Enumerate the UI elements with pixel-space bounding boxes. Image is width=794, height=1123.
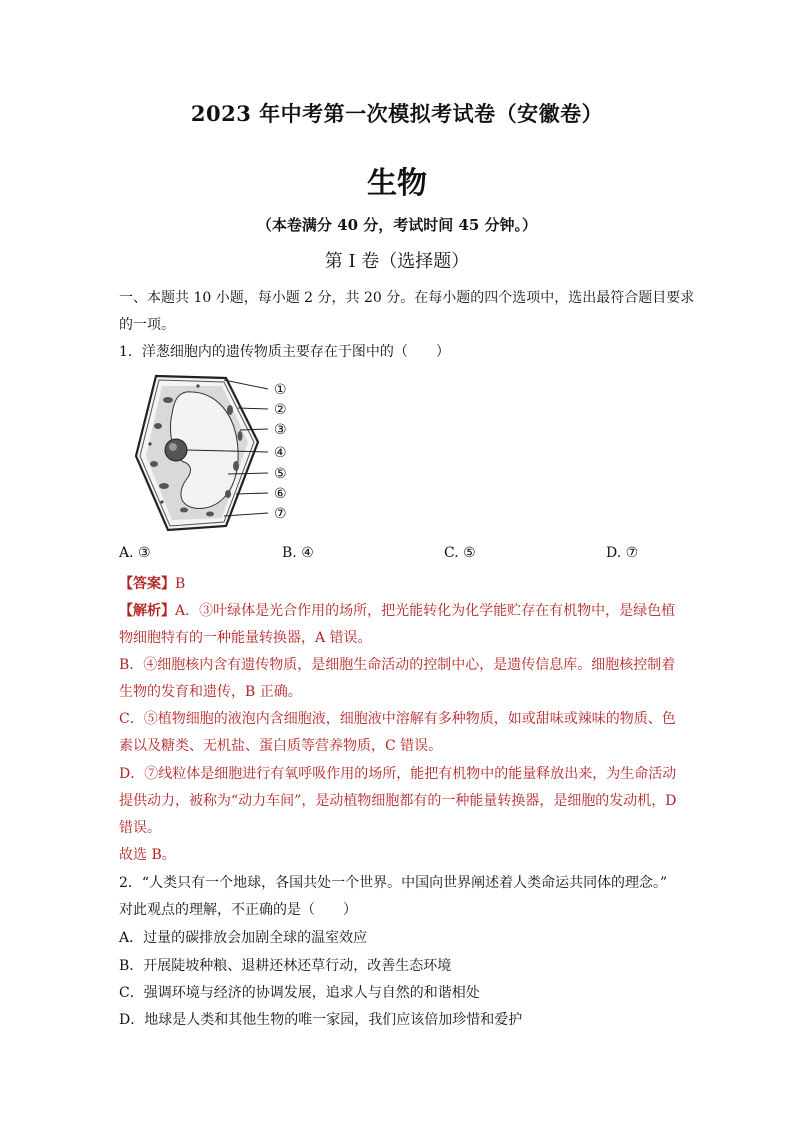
- subject-title: 生物: [367, 166, 427, 201]
- q1-analysis-line-3: B．④细胞核内含有遗传物质，是细胞生命活动的控制中心，是遗传信息库。细胞核控制着: [119, 657, 676, 673]
- q1-analysis-line-7: D．⑦线粒体是细胞进行有氧呼吸作用的场所，能把有机物中的能量释放出来，为生命活动: [119, 766, 677, 782]
- nucleus-shape: [165, 439, 187, 461]
- q1-option-a: A. ③: [119, 545, 151, 561]
- fig-label-6: ⑥: [274, 486, 287, 502]
- q2-option-b: B．开展陡坡种粮、退耕还林还草行动，改善生态环境: [119, 958, 452, 974]
- fig-label-7: ⑦: [274, 506, 287, 522]
- q1-analysis-line-4: 生物的发育和遗传，B 正确。: [119, 684, 302, 700]
- q1-option-d: D. ⑦: [606, 545, 639, 561]
- instructions-line-1: 一、本题共 10 小题，每小题 2 分，共 20 分。在每小题的四个选项中，选出最符合题目要求: [119, 290, 695, 306]
- fig-label-2: ②: [274, 402, 287, 418]
- q2-option-d: D．地球是人类和其他生物的唯一家园，我们应该倍加珍惜和爱护: [119, 1012, 523, 1028]
- section-title: 第 I 卷（选择题）: [324, 251, 470, 272]
- answer-value: B: [175, 576, 186, 592]
- fig-label-5: ⑤: [274, 466, 287, 482]
- q1-answer: [119, 573, 185, 593]
- exam-meta: （本卷满分 40 分，考试时间 45 分钟。）: [256, 216, 538, 234]
- q2-option-a: A．过量的碳排放会加剧全球的温室效应: [119, 930, 368, 946]
- q1-option-b: B. ④: [282, 545, 314, 561]
- q1-analysis-line-8: 提供动力，被称为“动力车间”，是动植物细胞都有的一种能量转换器，是细胞的发动机，D: [119, 793, 677, 809]
- analysis-tag: 【解析】: [119, 603, 175, 619]
- q1-conclusion: 故选 B。: [119, 847, 176, 863]
- fig-label-1: ①: [274, 382, 287, 398]
- answer-tag: 【答案】: [119, 576, 175, 592]
- fig-label-4: ④: [274, 445, 287, 461]
- q1-analysis-line-2: 物细胞特有的一种能量转换器，A 错误。: [119, 630, 372, 646]
- q1-analysis-line-5: C．⑤植物细胞的液泡内含细胞液，细胞液中溶解有多种物质，如或甜味或辣味的物质、色: [119, 711, 676, 727]
- q2-stem-line-2: 对此观点的理解，不正确的是（ ）: [119, 902, 357, 918]
- q1-analysis-line-1: 【解析】A．③叶绿体是光合作用的场所，把光能转化为化学能贮存在有机物中，是绿色植: [119, 603, 676, 619]
- fig-label-3: ③: [274, 422, 287, 438]
- q2-stem-line-1: 2．“人类只有一个地球，各国共处一个世界。中国向世界阐述着人类命运共同体的理念。”: [119, 875, 668, 891]
- q2-option-c: C．强调环境与经济的协调发展，追求人与自然的和谐相处: [119, 985, 480, 1001]
- q1-option-c: C. ⑤: [444, 545, 476, 561]
- q1-analysis-line-6: 素以及糖类、无机盐、蛋白质等营养物质，C 错误。: [119, 738, 443, 754]
- q1-stem: 1．洋葱细胞内的遗传物质主要存在于图中的（ ）: [119, 344, 450, 360]
- page-title: 2023 年中考第一次模拟考试卷（安徽卷）: [190, 101, 604, 126]
- q1-analysis-line-9: 错误。: [119, 820, 161, 836]
- plant-cell-figure: [128, 370, 298, 536]
- instructions-line-2: 的一项。: [119, 317, 175, 333]
